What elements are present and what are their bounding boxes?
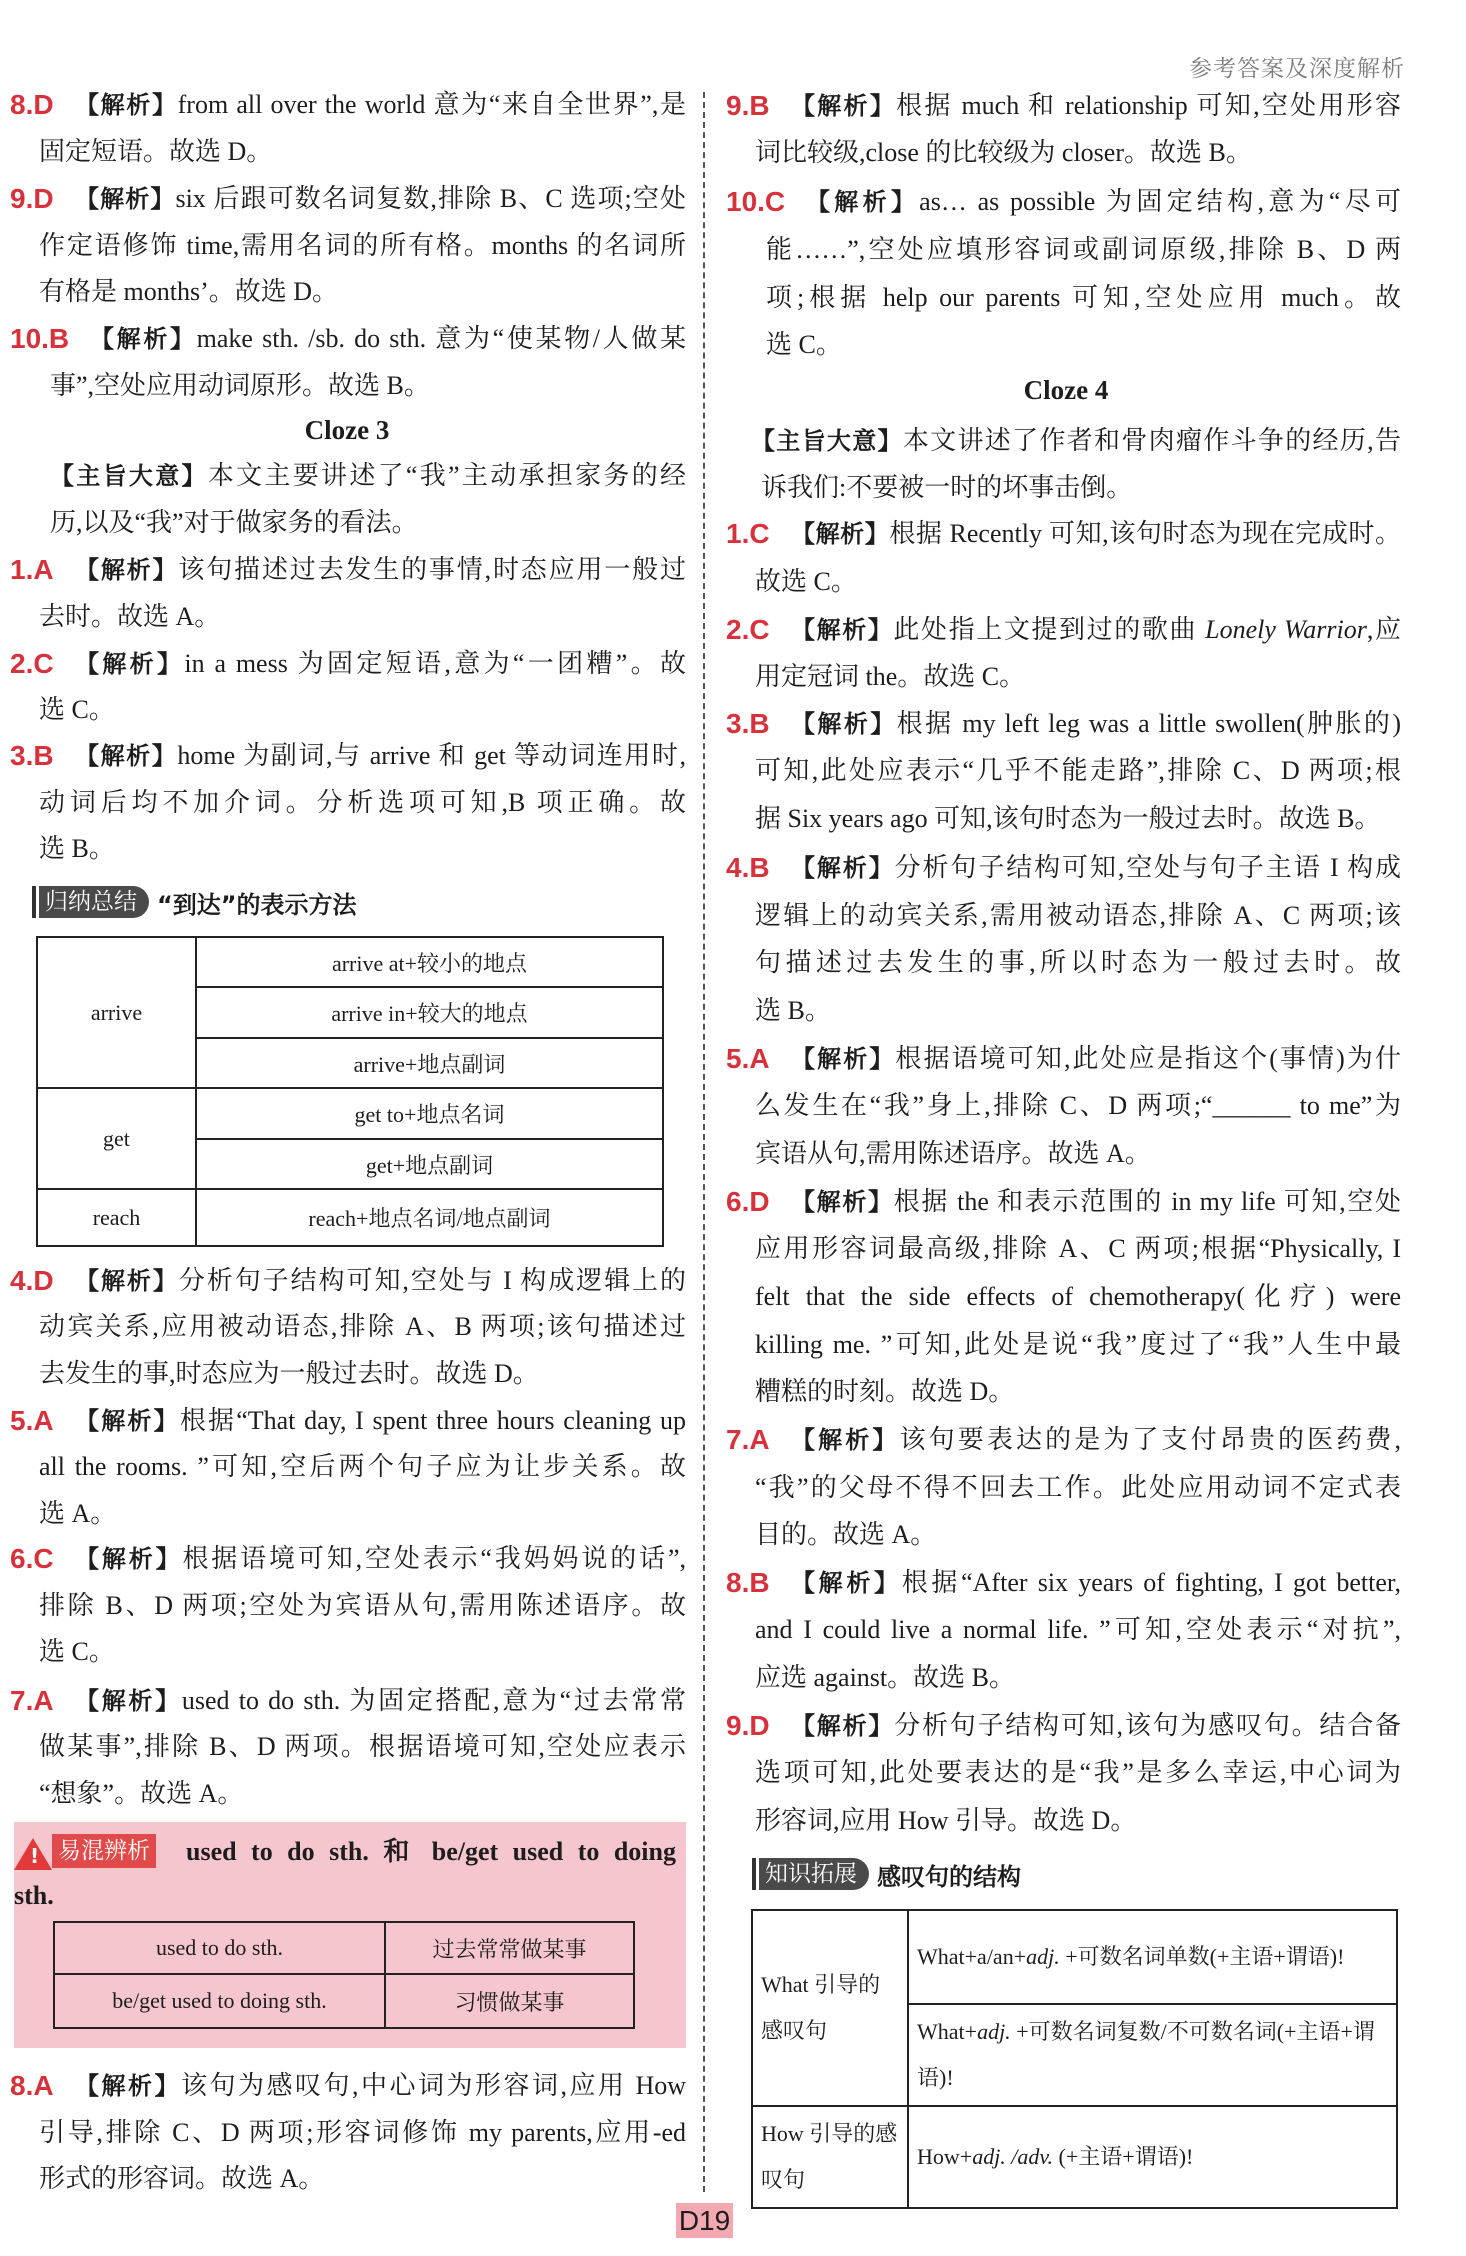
text-segment: 选 B。 — [755, 996, 831, 1026]
text-line — [75, 1678, 686, 1725]
text-line — [766, 321, 1401, 369]
answer-label: 5.A — [726, 1042, 770, 1074]
text-segment: used to do sth. 为固定搭配,意为“过去常常 — [181, 1685, 687, 1715]
text-line — [766, 226, 1401, 274]
text-segment: 该句要表达的是为了支付昂贵的医药费, — [899, 1424, 1401, 1454]
confusion-badge: 易混辨析 — [52, 1834, 156, 1868]
analysis-tag: 【解析】 — [791, 853, 895, 882]
table-row — [37, 1088, 663, 1139]
text-segment: 目的。故选 A。 — [755, 1520, 937, 1550]
analysis-tag: 【解析】 — [75, 1406, 180, 1435]
text-line — [766, 274, 1401, 322]
text-segment: 历,以及“我”对于做家务的看法。 — [50, 507, 418, 537]
page-number: D19 — [676, 2203, 733, 2238]
text-segment: ,应 — [1366, 614, 1401, 644]
text-segment: as… as possible 为固定结构,意为“尽可 — [919, 187, 1401, 217]
analysis-tag: 【解析】 — [791, 1568, 902, 1597]
analysis-tag: 【解析】 — [791, 520, 890, 549]
text-line — [75, 547, 686, 594]
text-segment: 选 C。 — [766, 330, 842, 360]
text-line — [50, 453, 686, 500]
table-head-cell: What 引导的感叹句 — [752, 1910, 908, 2106]
text-line — [39, 1771, 686, 1818]
text-line — [39, 2110, 686, 2157]
analysis-tag: 【主旨大意】 — [50, 462, 208, 491]
knowledge-title: 感叹句的结构 — [877, 1862, 1021, 1891]
text-segment: 有格是 months’。故选 D。 — [39, 277, 339, 307]
answer-label: 10.B — [10, 323, 70, 355]
text-line — [791, 82, 1401, 130]
text-line — [755, 1511, 1401, 1559]
text-line — [755, 1368, 1401, 1416]
text-segment: 根据 much 和 relationship 可知,空处用形容 — [896, 90, 1402, 120]
text-line — [755, 892, 1401, 940]
banner-bar — [32, 886, 36, 918]
text-line — [39, 1583, 686, 1630]
text-line — [39, 594, 686, 641]
text-segment: 应用形容词最高级,排除 A、C 两项;根据“Physically, I — [755, 1234, 1401, 1264]
analysis-tag: 【解析】 — [791, 1711, 895, 1740]
answer-label: 9.D — [726, 1709, 770, 1741]
analysis-tag: 【解析】 — [75, 91, 178, 120]
exclamation-table — [751, 1909, 1398, 2209]
header-title: 参考答案及深度解析 — [1189, 56, 1405, 82]
text-line — [50, 363, 686, 410]
text-segment: 诉我们:不要被一时的坏事击倒。 — [761, 473, 1133, 503]
confusion-title: used to do sth. 和 be/get used to doing — [186, 1837, 676, 1866]
table-row — [54, 1974, 634, 2028]
text-segment: 动词后均不加介词。分析选项可知,B 项正确。故 — [39, 787, 686, 817]
text-segment: 宾语从句,需用陈述语序。故选 A。 — [755, 1139, 1151, 1168]
text-segment: 根据“After six years of fighting, I got better, — [901, 1567, 1402, 1597]
text-line — [90, 316, 686, 363]
answer-label: 3.B — [726, 707, 770, 739]
summary-badge: 归纳总结 — [39, 886, 149, 918]
text-segment: six 后跟可数名词复数,排除 B、C 选项;空处 — [175, 184, 687, 214]
text-segment: 该句为感叹句,中心词为形容词,应用 How — [181, 2071, 687, 2101]
text-segment: 做某事”,排除 B、D 两项。根据语境可知,空处应表示 — [39, 1732, 686, 1762]
text-line — [755, 1273, 1401, 1321]
analysis-tag: 【解析】 — [791, 1044, 896, 1073]
answer-label: 8.D — [10, 89, 54, 121]
analysis-tag: 【解析】 — [791, 1425, 900, 1454]
analysis-tag: 【解析】 — [75, 556, 179, 585]
analysis-tag: 【解析】 — [806, 188, 920, 217]
phrase-cell: be/get used to doing sth. — [54, 1974, 385, 2028]
text-segment: and I could live a normal life. ”可知,空处表示“对抗”, — [755, 1615, 1401, 1645]
text-segment: 项;根据 help our parents 可知,空处应用 much。故 — [766, 282, 1401, 312]
text-segment: 事”,空处应用动词原形。故选 B。 — [50, 370, 430, 400]
table-row — [752, 1910, 1397, 2004]
text-segment: 选 A。 — [39, 1498, 117, 1528]
text-segment: 根据 my left leg was a little swollen(肿胀的) — [896, 708, 1401, 738]
text-line — [75, 733, 686, 780]
table-head-cell: get — [37, 1088, 196, 1189]
analysis-tag: 【解析】 — [90, 325, 197, 354]
text-segment: 用定冠词 the。故选 C。 — [755, 662, 1026, 692]
text-segment: 选 C。 — [39, 695, 115, 725]
knowledge-badge: 知识拓展 — [759, 1858, 869, 1890]
answer-label: 2.C — [10, 647, 54, 679]
text-segment: 分析句子结构可知,空处与 I 构成逻辑上的 — [178, 1265, 686, 1295]
text-segment: 应选 against。故选 B。 — [755, 1663, 1015, 1693]
text-line — [791, 510, 1401, 558]
meaning-cell: 过去常常做某事 — [385, 1922, 634, 1974]
confusion-title-cont: sth. — [14, 1881, 54, 1910]
text-line — [755, 1225, 1401, 1273]
text-line — [75, 2063, 686, 2110]
text-line — [791, 700, 1401, 748]
warning-icon: ! — [14, 1838, 52, 1870]
text-line — [75, 1398, 686, 1445]
text-segment: killing me. ”可知,此处是说“我”度过了“我”人生中最 — [755, 1329, 1401, 1359]
text-line — [39, 1629, 686, 1676]
analysis-tag: 【解析】 — [75, 649, 185, 678]
answer-label: 8.B — [726, 1566, 770, 1598]
analysis-tag: 【解析】 — [75, 1266, 179, 1295]
analysis-tag: 【解析】 — [791, 91, 897, 120]
text-line — [39, 269, 686, 316]
text-segment: 故选 C。 — [755, 567, 857, 597]
analysis-tag: 【解析】 — [75, 742, 178, 771]
answer-label: 6.D — [726, 1185, 770, 1217]
text-line — [75, 641, 686, 688]
text-segment: 本文主要讲述了“我”主动承担家务的经 — [207, 461, 686, 491]
table-head-cell: How 引导的感叹句 — [752, 2106, 908, 2208]
banner-bar — [752, 1858, 756, 1890]
text-line — [755, 1797, 1401, 1845]
text-segment: 去发生的事,时态应为一般过去时。故选 D。 — [39, 1358, 539, 1388]
text-segment: felt that the side effects of chemotherapy(化疗) were — [755, 1281, 1401, 1311]
table-cell: arrive in+较大的地点 — [196, 987, 663, 1038]
text-segment: 能……”,空处应填形容词或副词原级,排除 B、D 两 — [766, 235, 1401, 264]
summary-title: “到达”的表示方法 — [157, 890, 357, 919]
text-line — [791, 1178, 1401, 1226]
phrase-cell: used to do sth. — [54, 1922, 385, 1974]
text-line — [50, 500, 686, 547]
text-line — [791, 606, 1401, 654]
text-segment: 本文讲述了作者和骨肉瘤作斗争的经历,告 — [902, 425, 1401, 455]
text-line — [755, 1321, 1401, 1369]
text-line — [755, 129, 1401, 177]
answer-label: 9.D — [10, 183, 54, 215]
answer-label: 4.B — [726, 851, 770, 883]
text-segment: 逻辑上的动宾关系,需用被动语态,排除 A、C 两项;该 — [755, 900, 1401, 930]
text-segment: 根据语境可知,空处表示“我妈妈说的话”, — [182, 1544, 686, 1574]
knowledge-banner — [752, 1857, 1021, 1891]
table-row — [752, 2106, 1397, 2208]
text-line — [39, 1304, 686, 1351]
text-line — [755, 1606, 1401, 1654]
text-line — [39, 129, 686, 176]
table-cell: arrive+地点副词 — [196, 1038, 663, 1088]
text-segment: 句描述过去发生的事,所以时态为一般过去时。故 — [755, 948, 1401, 978]
table-row — [37, 937, 663, 987]
answer-label: 5.A — [10, 1404, 54, 1436]
analysis-tag: 【解析】 — [75, 1686, 182, 1715]
text-line — [755, 1082, 1401, 1130]
text-line — [791, 1559, 1401, 1607]
text-line — [755, 558, 1401, 606]
answer-label: 8.A — [10, 2070, 54, 2102]
text-line — [755, 939, 1401, 987]
text-segment: 固定短语。故选 D。 — [39, 136, 273, 166]
text-segment: “我”的父母不得不回去工作。此处应用动词不定式表 — [755, 1472, 1401, 1502]
text-segment: 根据语境可知,此处应是指这个(事情)为什 — [895, 1043, 1402, 1073]
table-cell: get+地点副词 — [196, 1139, 663, 1189]
text-segment: 据 Six years ago 可知,该句时态为一般过去时。故选 B。 — [755, 803, 1381, 833]
text-segment: 分析句子结构可知,空处与句子主语 I 构成 — [894, 852, 1401, 882]
table-cell: arrive at+较小的地点 — [196, 937, 663, 987]
text-segment: Lonely Warrior — [1205, 614, 1367, 644]
text-segment: 作定语修饰 time,需用名词的所有格。months 的名词所 — [39, 230, 686, 260]
analysis-tag: 【解析】 — [75, 185, 176, 214]
text-line — [755, 1749, 1401, 1797]
text-line — [39, 826, 686, 873]
text-segment: 去时。故选 A。 — [39, 601, 221, 631]
table-head-cell: arrive — [37, 937, 196, 1088]
table-row — [37, 1189, 663, 1246]
text-segment: 引导,排除 C、D 两项;形容词修饰 my parents,应用-ed — [39, 2117, 686, 2147]
confusion-table — [53, 1921, 635, 2029]
text-segment: “想象”。故选 A。 — [39, 1778, 244, 1808]
text-segment: 根据 the 和表示范围的 in my life 可知,空处 — [893, 1186, 1402, 1216]
table-cell: get to+地点名词 — [196, 1088, 663, 1139]
arrive-table — [36, 936, 664, 1247]
text-line — [755, 987, 1401, 1035]
text-line — [755, 1464, 1401, 1512]
answer-label: 2.C — [726, 613, 770, 645]
table-row — [54, 1922, 634, 1974]
text-segment: 么发生在“我”身上,排除 C、D 两项;“______ to me”为 — [755, 1091, 1401, 1121]
column-divider — [703, 92, 705, 2192]
table-cell: reach+地点名词/地点副词 — [196, 1189, 663, 1246]
text-segment: 选 C。 — [39, 1637, 115, 1667]
text-segment: 动宾关系,应用被动语态,排除 A、B 两项;该句描述过 — [39, 1312, 686, 1342]
text-line — [75, 1536, 686, 1583]
meaning-cell: 习惯做某事 — [385, 1974, 634, 2028]
text-segment: 糟糕的时刻。故选 D。 — [755, 1377, 1015, 1407]
text-line — [755, 795, 1401, 843]
analysis-tag: 【解析】 — [791, 1187, 894, 1216]
text-line — [39, 1491, 686, 1538]
text-segment: make sth. /sb. do sth. 意为“使某物/人做某 — [196, 324, 687, 354]
text-segment: 可知,此处应表示“几乎不能走路”,排除 C、D 两项;根 — [755, 756, 1401, 786]
text-line — [75, 176, 686, 223]
text-segment: 该句描述过去发生的事情,时态应用一般过 — [178, 555, 686, 585]
text-line — [791, 1702, 1401, 1750]
text-line — [39, 687, 686, 734]
text-line — [39, 1444, 686, 1491]
table-cell: How+adj. /adv. (+主语+谓语)! — [908, 2106, 1397, 2208]
text-line — [755, 1654, 1401, 1702]
text-line — [755, 747, 1401, 795]
text-line — [75, 1258, 686, 1305]
answer-label: 10.C — [726, 186, 786, 218]
text-line — [761, 464, 1401, 512]
text-line — [751, 417, 1401, 465]
section-heading: Cloze 3 — [304, 415, 390, 446]
analysis-tag: 【解析】 — [791, 709, 897, 738]
text-segment: home 为副词,与 arrive 和 get 等动词连用时, — [177, 741, 686, 771]
text-segment: 形式的形容词。故选 A。 — [39, 2164, 325, 2194]
text-segment: 此处指上文提到过的歌曲 — [893, 614, 1206, 644]
summary-banner — [32, 885, 357, 919]
answer-label: 1.A — [10, 554, 54, 586]
confusion-box — [14, 1822, 686, 2048]
answer-label: 4.D — [10, 1264, 54, 1296]
table-cell: What+adj. +可数名词复数/不可数名词(+主语+谓语)! — [908, 2004, 1397, 2106]
analysis-tag: 【解析】 — [75, 2072, 181, 2101]
text-segment: in a mess 为固定短语,意为“一团糟”。故 — [184, 648, 686, 678]
answer-label: 7.A — [726, 1423, 770, 1455]
section-heading: Cloze 4 — [1023, 375, 1109, 406]
answer-label: 6.C — [10, 1543, 54, 1575]
text-segment: all the rooms. ”可知,空后两个句子应为让步关系。故 — [39, 1452, 686, 1482]
text-segment: 选项可知,此处要表达的是“我”是多么幸运,中心词为 — [755, 1758, 1401, 1788]
table-head-cell: reach — [37, 1189, 196, 1246]
text-line — [755, 1130, 1401, 1178]
text-segment: 形容词,应用 How 引导。故选 D。 — [755, 1806, 1137, 1836]
text-line — [75, 82, 686, 129]
text-line — [806, 178, 1401, 226]
answer-label: 7.A — [10, 1684, 54, 1716]
text-line — [39, 223, 686, 270]
analysis-tag: 【解析】 — [791, 615, 894, 644]
analysis-tag: 【主旨大意】 — [751, 426, 903, 455]
text-line — [39, 2156, 686, 2203]
text-segment: 根据“That day, I spent three hours cleaning up — [179, 1405, 687, 1435]
text-segment: 排除 B、D 两项;空处为宾语从句,需用陈述语序。故 — [39, 1590, 686, 1620]
text-segment: 分析句子结构可知,该句为感叹句。结合备 — [894, 1710, 1401, 1740]
answer-label: 1.C — [726, 518, 770, 550]
text-line — [39, 1351, 686, 1398]
text-segment: from all over the world 意为“来自全世界”,是 — [177, 90, 687, 120]
text-segment: 根据 Recently 可知,该句时态为现在完成时。 — [889, 519, 1401, 549]
answer-label: 9.B — [726, 89, 770, 121]
text-segment: 词比较级,close 的比较级为 closer。故选 B。 — [755, 138, 1252, 168]
text-line — [791, 844, 1401, 892]
text-segment: 选 B。 — [39, 834, 115, 864]
table-cell: What+a/an+adj. +可数名词单数(+主语+谓语)! — [908, 1910, 1397, 2004]
text-line — [39, 1724, 686, 1771]
text-line — [39, 780, 686, 827]
text-line — [755, 653, 1401, 701]
text-line — [791, 1035, 1401, 1083]
analysis-tag: 【解析】 — [75, 1545, 183, 1574]
answer-label: 3.B — [10, 740, 54, 772]
text-line — [791, 1416, 1401, 1464]
